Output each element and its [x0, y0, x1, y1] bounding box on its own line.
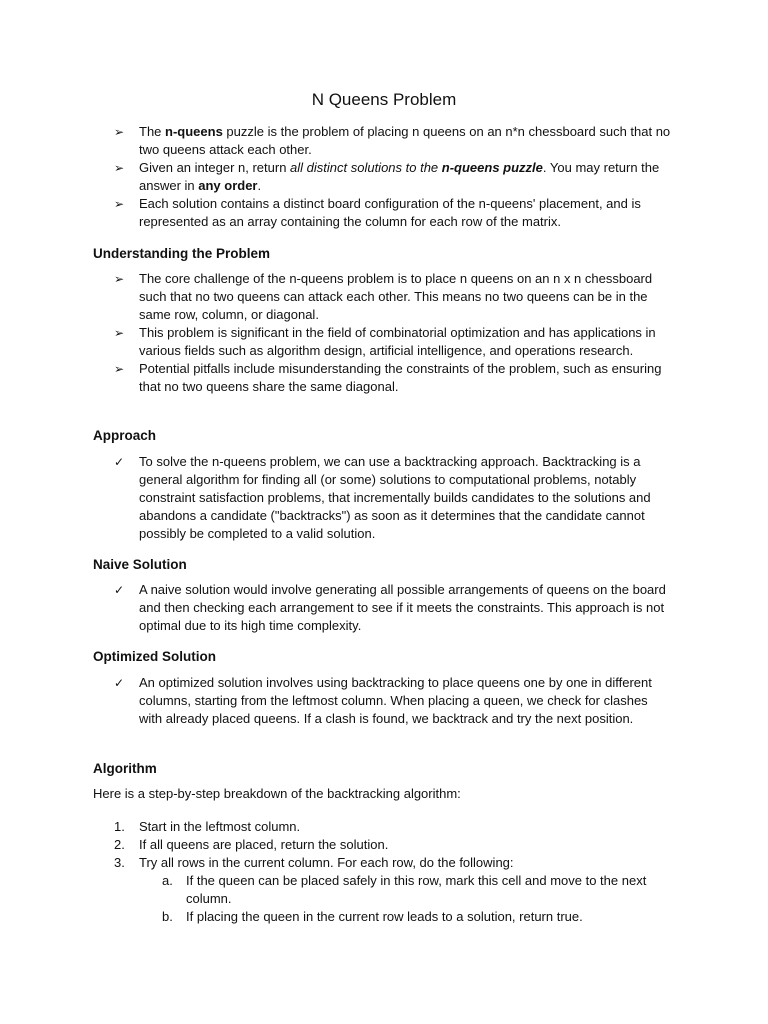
list-item: ✓ A naive solution would involve generating all possible arrangements of queens on the board and then checking each arrangement to see if it meets the constraints. This approach is not optimal due to its high time complexity.	[114, 582, 666, 633]
section-heading-algorithm: Algorithm	[93, 761, 157, 776]
list-item: 3. Try all rows in the current column. For each row, do the following:	[114, 855, 514, 870]
list-item: ➢ Given an integer n, return all distinct solutions to the n-queens puzzle. You may return the answer in any order.	[114, 160, 660, 193]
intro-list	[114, 123, 674, 231]
bold-term: n-queens	[165, 124, 223, 139]
list-item: ✓ An optimized solution involves using backtracking to place queens one by one in different columns, starting from the leftmost column. When placing a queen, we check for clashes with already placed queens. If a clash is found, we backtrack and try the next position.	[114, 675, 652, 726]
list-item: ➢ This problem is significant in the field of combinatorial optimization and has applications in various fields such as algorithm design, artificial intelligence, and operations research.	[114, 325, 656, 358]
check-bullet-icon: ✓	[114, 676, 125, 690]
algorithm-intro: Here is a step-by-step breakdown of the backtracking algorithm:	[93, 786, 461, 801]
check-bullet-icon: ✓	[114, 455, 125, 469]
section-heading-understanding: Understanding the Problem	[93, 246, 271, 261]
arrow-bullet-icon: ➢	[114, 161, 125, 175]
arrow-bullet-icon: ➢	[114, 125, 125, 139]
list-item: b. If placing the queen in the current row leads to a solution, return true.	[162, 909, 583, 924]
arrow-bullet-icon: ➢	[114, 272, 125, 286]
arrow-bullet-icon: ➢	[114, 197, 125, 211]
bold-italic-term: n-queens puzzle	[441, 160, 543, 175]
arrow-bullet-icon: ➢	[114, 326, 125, 340]
list-item: 1. Start in the leftmost column.	[114, 819, 301, 834]
algorithm-steps	[114, 818, 674, 872]
step-number: 2.	[114, 837, 125, 852]
algorithm-substeps	[160, 872, 670, 926]
bold-term: any order	[198, 178, 258, 193]
check-bullet-icon: ✓	[114, 583, 125, 597]
substep-letter: a.	[162, 873, 173, 888]
substep-letter: b.	[162, 909, 173, 924]
section-heading-optimized: Optimized Solution	[93, 649, 216, 664]
naive-list	[114, 581, 674, 635]
page-title: N Queens Problem	[311, 90, 457, 109]
section-heading-approach: Approach	[93, 428, 157, 443]
list-item: 2. If all queens are placed, return the solution.	[114, 837, 389, 852]
list-item: ➢ The n-queens puzzle is the problem of placing n queens on an n*n chessboard such that no two queens attack each other.	[114, 124, 671, 157]
list-item: ➢ Each solution contains a distinct board configuration of the n-queens' placement, and is represented as an array containing the column for each row of the matrix.	[114, 196, 641, 229]
understanding-list	[114, 270, 674, 396]
list-item: a. If the queen can be placed safely in this row, mark this cell and move to the next column.	[162, 873, 647, 906]
list-item: ✓ To solve the n-queens problem, we can use a backtracking approach. Backtracking is a general algorithm for finding all (or some) solutions to computational problems, notably constraint satisfaction problems, that incrementally builds candidates to the solutions and abandons a candidate ("backtracks") as soon as it determines that the candidate cannot possibly be completed to a valid solution.	[114, 454, 651, 541]
arrow-bullet-icon: ➢	[114, 362, 125, 376]
optimized-list	[114, 674, 674, 728]
step-number: 1.	[114, 819, 125, 834]
step-number: 3.	[114, 855, 125, 870]
section-heading-naive: Naive Solution	[93, 557, 187, 572]
list-item: ➢ The core challenge of the n-queens problem is to place n queens on an n x n chessboard such that no two queens can attack each other. This means no two queens can be in the same row, column, or diagonal.	[114, 271, 653, 322]
approach-list	[114, 453, 674, 543]
list-item: ➢ Potential pitfalls include misunderstanding the constraints of the problem, such as ensuring that no two queens share the same diagonal.	[114, 361, 662, 394]
